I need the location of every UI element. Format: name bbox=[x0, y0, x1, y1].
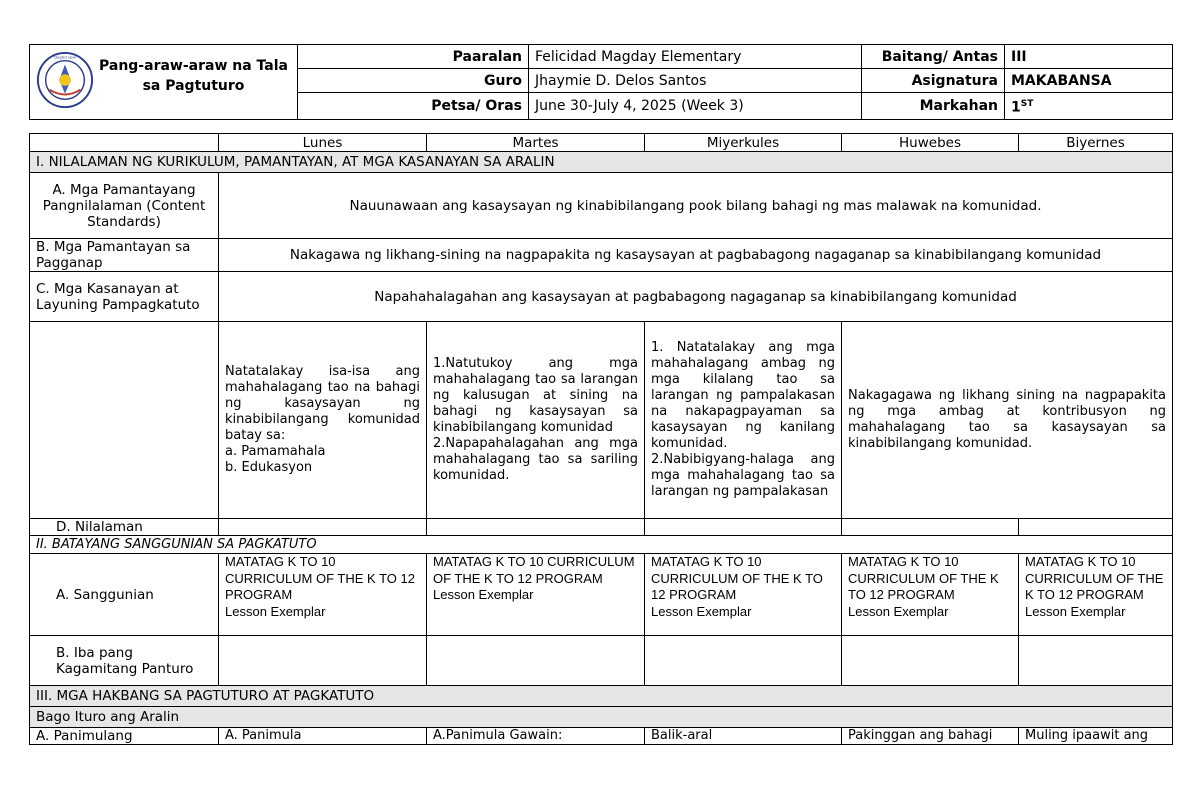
page-title: Pang-araw-araw na Tala sa Pagtuturo bbox=[98, 58, 288, 94]
field-value-asignatura: MAKABANSA bbox=[1005, 69, 1173, 93]
sanggunian-huwebes-program: MATATAG K TO 10 CURRICULUM OF THE K TO 12 PROGRAM bbox=[848, 554, 999, 602]
sanggunian-biyernes bbox=[1019, 554, 1173, 636]
nilalaman-lunes bbox=[219, 519, 427, 536]
panimulang-label: A. Panimulang bbox=[30, 728, 219, 745]
section-3-title: III. MGA HAKBANG SA PAGTUTURO AT PAGKATUTO bbox=[30, 686, 1173, 707]
content-standards-text: Nauunawaan ang kasaysayan ng kinabibilangang pook bilang bahagi ng mas malawak na komunidad. bbox=[219, 173, 1173, 239]
deped-seal-icon bbox=[36, 51, 94, 109]
header-title-cell bbox=[30, 45, 298, 120]
objectives-label-blank bbox=[30, 322, 219, 519]
objective-martes-item1: 1.Natutukoy ang mga mahahalagang tao sa larangan ng kalusugan at sining na bahagi ng kasaysayan sa kinabibilangang komunidad bbox=[433, 356, 638, 435]
field-label-baitang: Baitang/ Antas bbox=[862, 45, 1005, 69]
objective-martes-item2: 2.Napapahalagahan ang mga mahahalagang tao sa sariling komunidad. bbox=[433, 436, 638, 483]
markahan-suffix: ST bbox=[1020, 99, 1034, 109]
sanggunian-biyernes-program: MATATAG K TO 10 CURRICULUM OF THE K TO 12 PROGRAM bbox=[1025, 554, 1164, 602]
field-label-asignatura: Asignatura bbox=[862, 69, 1005, 93]
nilalaman-huwebes bbox=[842, 519, 1019, 536]
field-value-paaralan: Felicidad Magday Elementary bbox=[529, 45, 862, 69]
sanggunian-label: A. Sanggunian bbox=[30, 554, 219, 636]
kagamitan-biyernes bbox=[1019, 636, 1173, 686]
performance-standards-label: B. Mga Pamantayan sa Pagganap bbox=[30, 239, 219, 272]
objective-miyerkules-item2: 2.Nabibigyang-halaga ang mga mahahalagang tao sa larangan ng pampalakasan bbox=[651, 452, 835, 499]
field-value-markahan bbox=[1005, 93, 1173, 120]
sanggunian-biyernes-exemplar: Lesson Exemplar bbox=[1025, 603, 1126, 619]
day-header-miyerkules: Miyerkules bbox=[645, 134, 842, 152]
competencies-label: C. Mga Kasanayan at Layuning Pampagkatuto bbox=[30, 272, 219, 322]
objective-martes bbox=[427, 322, 645, 519]
sanggunian-huwebes-exemplar: Lesson Exemplar bbox=[848, 603, 949, 619]
sanggunian-martes-exemplar: Lesson Exemplar bbox=[433, 587, 534, 602]
field-value-guro: Jhaymie D. Delos Santos bbox=[529, 69, 862, 93]
svg-text:DepEd seal: DepEd seal bbox=[54, 54, 76, 60]
nilalaman-biyernes bbox=[1019, 519, 1173, 536]
nilalaman-martes bbox=[427, 519, 645, 536]
sanggunian-lunes-program: MATATAG K TO 10 CURRICULUM OF THE K TO 12 PROGRAM bbox=[225, 554, 415, 602]
day-header-biyernes: Biyernes bbox=[1019, 134, 1173, 152]
content-standards-label: A. Mga Pamantayang Pangnilalaman (Content Standards) bbox=[30, 173, 219, 239]
field-label-guro: Guro bbox=[298, 69, 529, 93]
kagamitan-martes bbox=[427, 636, 645, 686]
dll-table bbox=[29, 133, 1173, 745]
objective-lunes-b: b. Edukasyon bbox=[225, 460, 313, 475]
sanggunian-martes bbox=[427, 554, 645, 636]
panimulang-miyerkules: Balik-aral bbox=[645, 728, 842, 745]
panimulang-biyernes: Muling ipaawit ang bbox=[1019, 728, 1173, 745]
objective-miyerkules-item1: 1. Natatalakay ang mga mahahalagang ambag ng mga kilalang tao sa larangan ng pampalakasan na nakapagpayaman sa kasaysayan ng kanilang komunidad. bbox=[651, 340, 835, 451]
performance-standards-text: Nakagawa ng likhang-sining na nagpapakita ng kasaysayan at pagbabagong nagaganap sa kinabibilangang komunidad bbox=[219, 239, 1173, 272]
day-header-martes: Martes bbox=[427, 134, 645, 152]
field-label-paaralan: Paaralan bbox=[298, 45, 529, 69]
panimulang-huwebes: Pakinggan ang bahagi bbox=[842, 728, 1019, 745]
sanggunian-miyerkules bbox=[645, 554, 842, 636]
day-header-huwebes: Huwebes bbox=[842, 134, 1019, 152]
kagamitan-huwebes bbox=[842, 636, 1019, 686]
sanggunian-lunes bbox=[219, 554, 427, 636]
section-1-title: I. NILALAMAN NG KURIKULUM, PAMANTAYAN, AT MGA KASANAYAN SA ARALIN bbox=[30, 152, 1173, 173]
objective-lunes-text: Natatalakay isa-isa ang mahahalagang tao na bahagi ng kasaysayan ng kinabibilangang komunidad batay sa: bbox=[225, 364, 420, 443]
panimulang-lunes: A. Panimula bbox=[219, 728, 427, 745]
objective-lunes bbox=[219, 322, 427, 519]
header-table bbox=[29, 44, 1173, 120]
sanggunian-miyerkules-program: MATATAG K TO 10 CURRICULUM OF THE K TO 12 PROGRAM bbox=[651, 554, 823, 602]
day-header-blank bbox=[30, 134, 219, 152]
field-label-markahan: Markahan bbox=[862, 93, 1005, 120]
kagamitan-lunes bbox=[219, 636, 427, 686]
kagamitan-miyerkules bbox=[645, 636, 842, 686]
sanggunian-miyerkules-exemplar: Lesson Exemplar bbox=[651, 603, 752, 619]
nilalaman-label: D. Nilalaman bbox=[30, 519, 219, 536]
nilalaman-miyerkules bbox=[645, 519, 842, 536]
sanggunian-martes-program: MATATAG K TO 10 CURRICULUM OF THE K TO 12 PROGRAM bbox=[433, 554, 635, 586]
field-label-petsa: Petsa/ Oras bbox=[298, 93, 529, 120]
kagamitan-label: B. Iba pang Kagamitang Panturo bbox=[30, 636, 219, 686]
sanggunian-huwebes bbox=[842, 554, 1019, 636]
day-header-row bbox=[30, 134, 1173, 152]
day-header-lunes: Lunes bbox=[219, 134, 427, 152]
objective-lunes-a: a. Pamamahala bbox=[225, 444, 326, 459]
field-value-baitang: III bbox=[1005, 45, 1173, 69]
field-value-petsa: June 30-July 4, 2025 (Week 3) bbox=[529, 93, 862, 120]
section-3-subtitle: Bago Ituro ang Aralin bbox=[30, 707, 1173, 728]
sanggunian-lunes-exemplar: Lesson Exemplar bbox=[225, 603, 326, 619]
section-2-title: II. BATAYANG SANGGUNIAN SA PAGKATUTO bbox=[30, 536, 1173, 554]
objective-huwebes-biyernes: Nakagagawa ng likhang sining na nagpapakita ng mga ambag at kontribusyon ng mahahalagang tao sa kasaysayan sa kinabibilangang komunidad. bbox=[842, 322, 1173, 519]
panimulang-martes: A.Panimula Gawain: bbox=[427, 728, 645, 745]
competencies-text: Napahahalagahan ang kasaysayan at pagbabagong nagaganap sa kinabibilangang komunidad bbox=[219, 272, 1173, 322]
objective-miyerkules bbox=[645, 322, 842, 519]
markahan-number: 1 bbox=[1011, 99, 1021, 116]
